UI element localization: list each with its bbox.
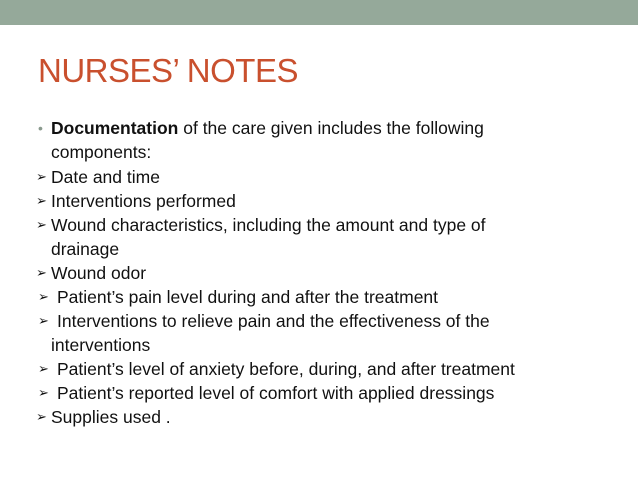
item-text: Patient’s pain level during and after the treatment (57, 287, 439, 307)
arrow-bullet-icon: ➢ (36, 217, 47, 232)
item-text: Patient’s reported level of comfort with applied dressings (57, 383, 495, 403)
intro-text: of the care given includes the following (178, 118, 484, 138)
item-text-line2: drainage (51, 239, 120, 259)
item-text: Wound characteristics, including the amount and type of (51, 215, 486, 235)
item-text: Interventions performed (51, 191, 236, 211)
slide-body (38, 116, 623, 429)
intro-bullet (38, 116, 623, 164)
intro-bold: Documentation (51, 118, 179, 138)
list-item (38, 189, 623, 213)
arrow-bullet-icon: ➢ (38, 289, 49, 304)
list-item (38, 285, 623, 309)
list-item (38, 357, 623, 381)
bullet-dot-icon: • (38, 120, 43, 136)
arrow-bullet-icon: ➢ (36, 265, 47, 280)
item-text: Supplies used . (51, 407, 171, 427)
slide-title: NURSES’ NOTES (38, 52, 298, 89)
list-item (38, 405, 623, 429)
item-text: Patient’s level of anxiety before, during, and after treatment (57, 359, 515, 379)
item-text: Date and time (51, 167, 160, 187)
intro-text-line2: components: (51, 142, 152, 162)
list-item (38, 165, 623, 189)
arrow-bullet-icon: ➢ (38, 361, 49, 376)
item-text: Interventions to relieve pain and the effectiveness of the (57, 311, 490, 331)
item-text: Wound odor (51, 263, 147, 283)
item-text-line2: interventions (51, 335, 151, 355)
top-accent-bar (0, 0, 638, 25)
list-item (38, 261, 623, 285)
arrow-bullet-icon: ➢ (36, 169, 47, 184)
arrow-bullet-icon: ➢ (38, 385, 49, 400)
list-item (38, 213, 623, 261)
list-item (38, 381, 623, 405)
arrow-bullet-icon: ➢ (36, 193, 47, 208)
arrow-bullet-icon: ➢ (36, 409, 47, 424)
arrow-bullet-icon: ➢ (38, 313, 49, 328)
list-item (38, 309, 623, 357)
